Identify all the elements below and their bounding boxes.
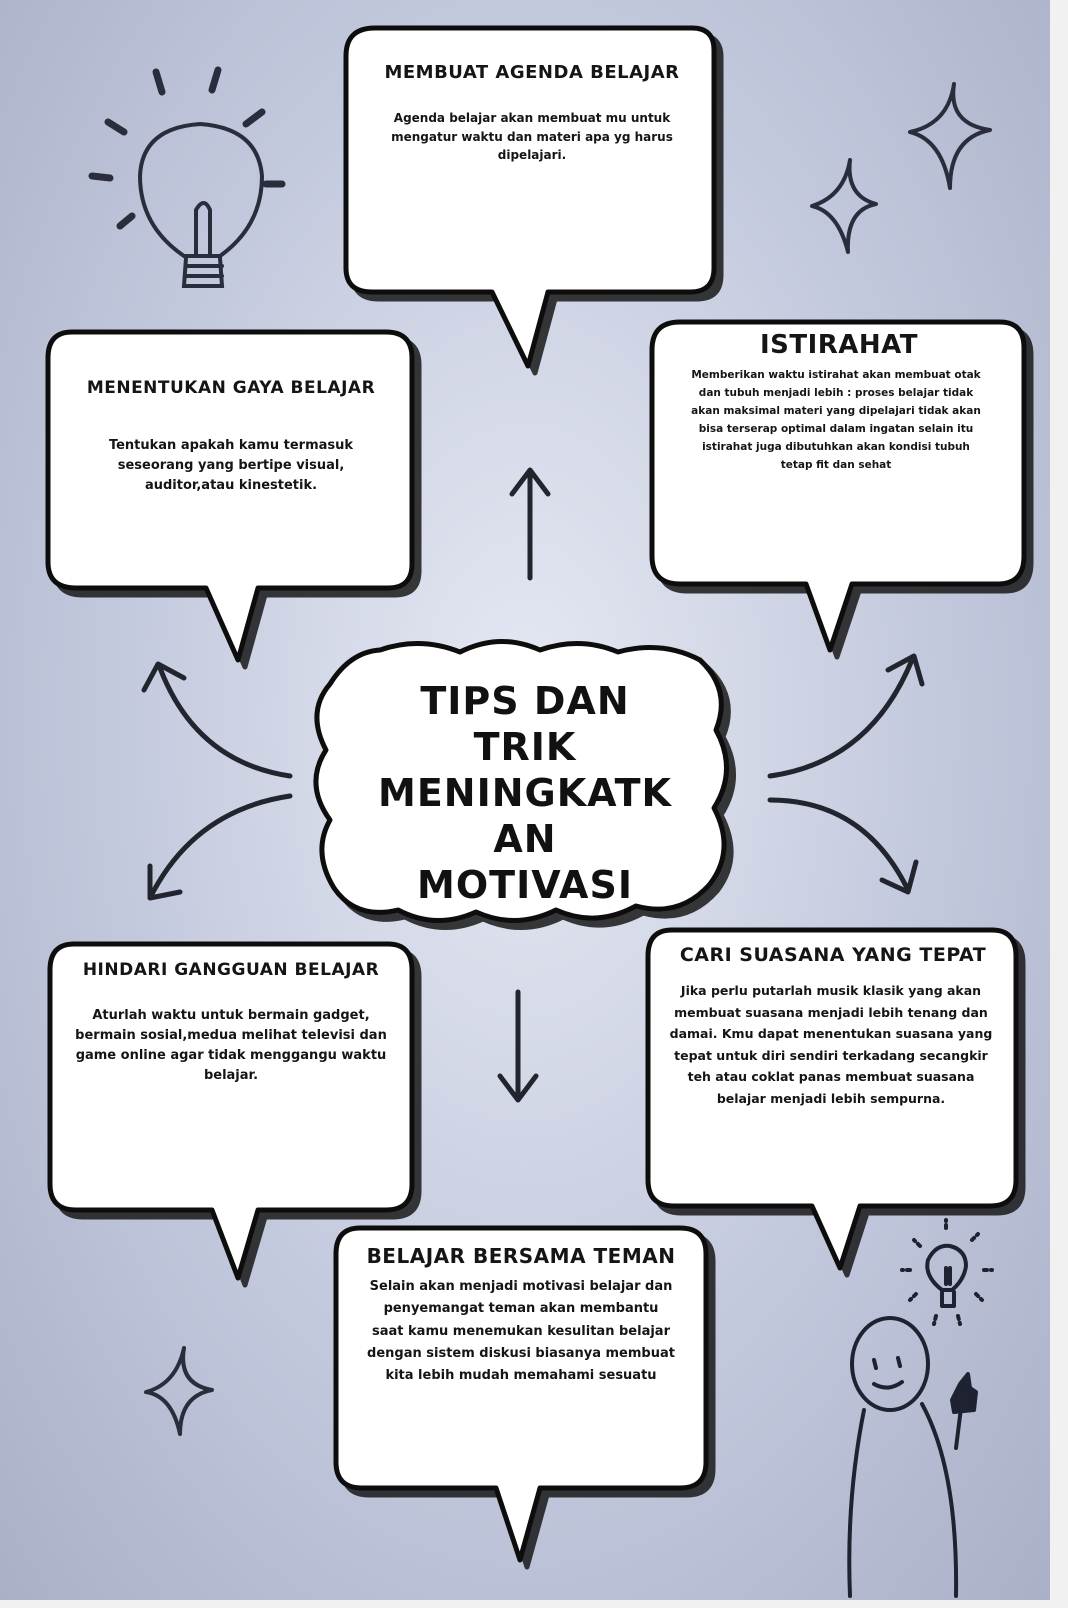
tip-gaya-title: MENENTUKAN GAYA BELAJAR [86, 378, 376, 398]
sparkle-icon [910, 84, 990, 188]
lightbulb-icon [92, 70, 282, 286]
tip-gangguan-title: HINDARI GANGGUAN BELAJAR [82, 960, 380, 980]
tip-suasana [652, 944, 1014, 1109]
arrow-lower-right [770, 800, 906, 886]
main-title [375, 678, 675, 908]
tip-gaya-body: Tentukan apakah kamu termasuk seseorang yang bertipe visual, auditor,atau kinestetik. [108, 438, 354, 494]
tip-agenda [352, 62, 712, 165]
main-title-line: MENINGKATK [378, 771, 672, 815]
arrow-upper-right [770, 660, 912, 776]
main-title-line: TIPS DAN [420, 679, 630, 723]
person-with-idea-icon [849, 1220, 992, 1596]
tip-teman-body: Selain akan menjadi motivasi belajar dan penyemangat teman akan membantu saat kamu menemukan kesulitan belajar dengan sistem diskusi biasanya membuat kita lebih mudah memahami sesuatu [367, 1279, 675, 1384]
main-title-line: MOTIVASI [417, 863, 633, 907]
tip-agenda-title: MEMBUAT AGENDA BELAJAR [384, 62, 680, 83]
sparkle-icon [812, 160, 876, 252]
main-title-line: TRIK [473, 725, 577, 769]
tip-teman [340, 1244, 702, 1388]
arrow-upper-left [160, 668, 290, 776]
main-title-line: AN [493, 817, 557, 861]
tip-teman-title: BELAJAR BERSAMA TEMAN [366, 1244, 676, 1268]
tip-gangguan [56, 960, 406, 1087]
arrow-lower-left [152, 796, 290, 894]
sparkle-icon [146, 1348, 212, 1434]
tip-istirahat-body: Memberikan waktu istirahat akan membuat otak dan tubuh menjadi lebih : proses belajar tidak akan maksimal materi yang dipelajari tidak akan bisa terserap optimal dalam ingatan selain itu istirahat juga dibutuhkan akan kondisi tubuh tetap fit dan sehat [691, 369, 981, 472]
tip-istirahat [664, 330, 1014, 474]
tip-istirahat-title: ISTIRAHAT [759, 330, 919, 360]
tip-gaya [56, 378, 406, 496]
tip-agenda-body: Agenda belajar akan membuat mu untuk mengatur waktu dan materi apa yg harus dipelajari. [391, 111, 673, 163]
tip-gangguan-body: Aturlah waktu untuk bermain gadget, bermain sosial,medua melihat televisi dan game online agar tidak menggangu waktu belajar. [75, 1008, 387, 1084]
tip-suasana-title: CARI SUASANA YANG TEPAT [679, 944, 987, 966]
tip-suasana-body: Jika perlu putarlah musik klasik yang akan membuat suasana menjadi lebih tenang dan damai. Kmu dapat menentukan suasana yang tepat untuk diri sendiri terkadang secangkir teh atau coklat panas membuat suasana belajar menjadi lebih sempurna. [669, 983, 993, 1106]
